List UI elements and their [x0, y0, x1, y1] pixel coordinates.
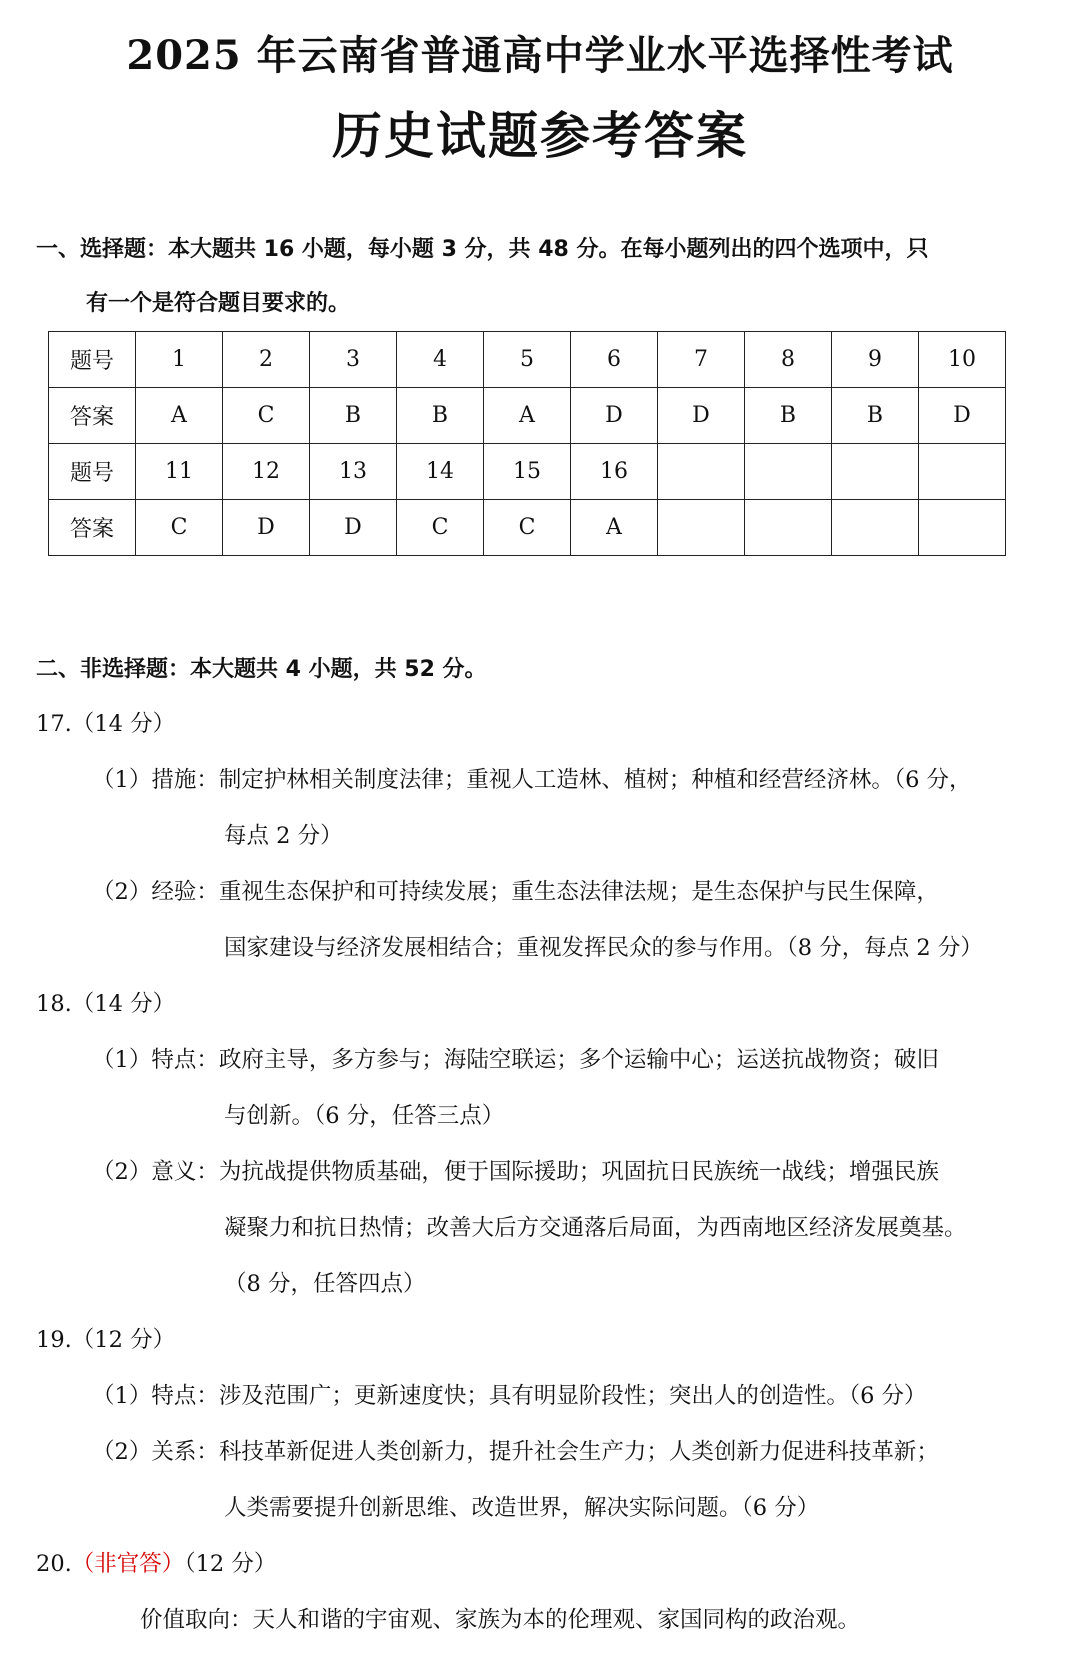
question-number-cell: 11 — [136, 444, 223, 500]
question-number-cell: 2 — [223, 332, 310, 388]
answer-cell: D — [658, 388, 745, 444]
q19-title: 19.（12 分） — [36, 1327, 176, 1353]
question-number-cell: 10 — [919, 332, 1006, 388]
exam-subtitle: 历史试题参考答案 — [332, 106, 748, 165]
q19-part1-text: （1）特点：涉及范围广；更新速度快；具有明显阶段性；突出人的创造性。（6 分） — [92, 1383, 927, 1409]
empty-cell — [832, 444, 919, 500]
empty-cell — [658, 500, 745, 556]
row-label: 答案 — [49, 388, 136, 444]
q18-part1-text-cont: 与创新。（6 分，任答三点） — [224, 1103, 505, 1129]
answer-cell: B — [397, 388, 484, 444]
table-row — [49, 388, 1006, 444]
answer-cell: D — [919, 388, 1006, 444]
q20-number: 20. — [36, 1551, 72, 1577]
answer-cell: B — [832, 388, 919, 444]
q17-part1-text: （1）措施：制定护林相关制度法律；重视人工造林、植树；种植和经营经济林。（6 分， — [92, 767, 972, 793]
question-number-cell: 6 — [571, 332, 658, 388]
unofficial-answer-tag: （非官答） — [71, 1551, 185, 1577]
q17-part2-text: （2）经验：重视生态保护和可持续发展；重生态法律法规；是生态保护与民生保障， — [92, 879, 939, 905]
row-label: 题号 — [49, 444, 136, 500]
exam-title: 2025 年云南省普通高中学业水平选择性考试 — [126, 32, 954, 79]
q17-part2-text-cont: 国家建设与经济发展相结合；重视发挥民众的参与作用。（8 分，每点 2 分） — [224, 935, 983, 961]
q19-part2-text: （2）关系：科技革新促进人类创新力，提升社会生产力；人类创新力促进科技革新； — [92, 1439, 939, 1465]
question-number-cell: 16 — [571, 444, 658, 500]
answer-cell: D — [310, 500, 397, 556]
empty-cell — [919, 500, 1006, 556]
q18-part2-score: （8 分，任答四点） — [224, 1271, 426, 1297]
row-label: 答案 — [49, 500, 136, 556]
table-row — [49, 332, 1006, 388]
question-number-cell: 14 — [397, 444, 484, 500]
empty-cell — [832, 500, 919, 556]
q20-text: 价值取向：天人和谐的宇宙观、家族为本的伦理观、家国同构的政治观。 — [140, 1607, 861, 1633]
question-number-cell: 7 — [658, 332, 745, 388]
section1-heading: 一、选择题：本大题共 16 小题，每小题 3 分，共 48 分。在每小题列出的四个选项中，只 — [36, 237, 929, 262]
question-number-cell: 3 — [310, 332, 397, 388]
empty-cell — [919, 444, 1006, 500]
q20-title — [36, 1546, 276, 1578]
q20-score: （12 分） — [184, 1551, 277, 1577]
table-row — [49, 444, 1006, 500]
answer-cell: B — [745, 388, 832, 444]
q18-part2-text-cont: 凝聚力和抗日热情；改善大后方交通落后局面，为西南地区经济发展奠基。 — [224, 1215, 967, 1241]
answer-cell: A — [484, 388, 571, 444]
question-number-cell: 8 — [745, 332, 832, 388]
answer-cell: A — [136, 388, 223, 444]
answer-cell: C — [136, 500, 223, 556]
question-number-cell: 12 — [223, 444, 310, 500]
question-number-cell: 1 — [136, 332, 223, 388]
row-label: 题号 — [49, 332, 136, 388]
empty-cell — [658, 444, 745, 500]
question-number-cell: 4 — [397, 332, 484, 388]
answer-cell: C — [484, 500, 571, 556]
answer-table — [48, 331, 1006, 556]
answer-cell: D — [223, 500, 310, 556]
empty-cell — [745, 500, 832, 556]
answer-cell: C — [397, 500, 484, 556]
q19-part2-text-cont: 人类需要提升创新思维、改造世界，解决实际问题。（6 分） — [224, 1495, 820, 1521]
answer-cell: C — [223, 388, 310, 444]
answer-cell: A — [571, 500, 658, 556]
question-number-cell: 15 — [484, 444, 571, 500]
q18-part2-text: （2）意义：为抗战提供物质基础，便于国际援助；巩固抗日民族统一战线；增强民族 — [92, 1159, 939, 1185]
q18-title: 18.（14 分） — [36, 991, 176, 1017]
q17-title: 17.（14 分） — [36, 711, 176, 737]
q18-part1-text: （1）特点：政府主导，多方参与；海陆空联运；多个运输中心；运送抗战物资；破旧 — [92, 1047, 939, 1073]
q17-part1-text-cont: 每点 2 分） — [224, 823, 343, 849]
question-number-cell: 9 — [832, 332, 919, 388]
question-number-cell: 5 — [484, 332, 571, 388]
table-row — [49, 500, 1006, 556]
section1-heading-cont: 有一个是符合题目要求的。 — [86, 291, 351, 316]
answer-cell: B — [310, 388, 397, 444]
answer-cell: D — [571, 388, 658, 444]
empty-cell — [745, 444, 832, 500]
section2-heading: 二、非选择题：本大题共 4 小题，共 52 分。 — [36, 657, 487, 682]
question-number-cell: 13 — [310, 444, 397, 500]
